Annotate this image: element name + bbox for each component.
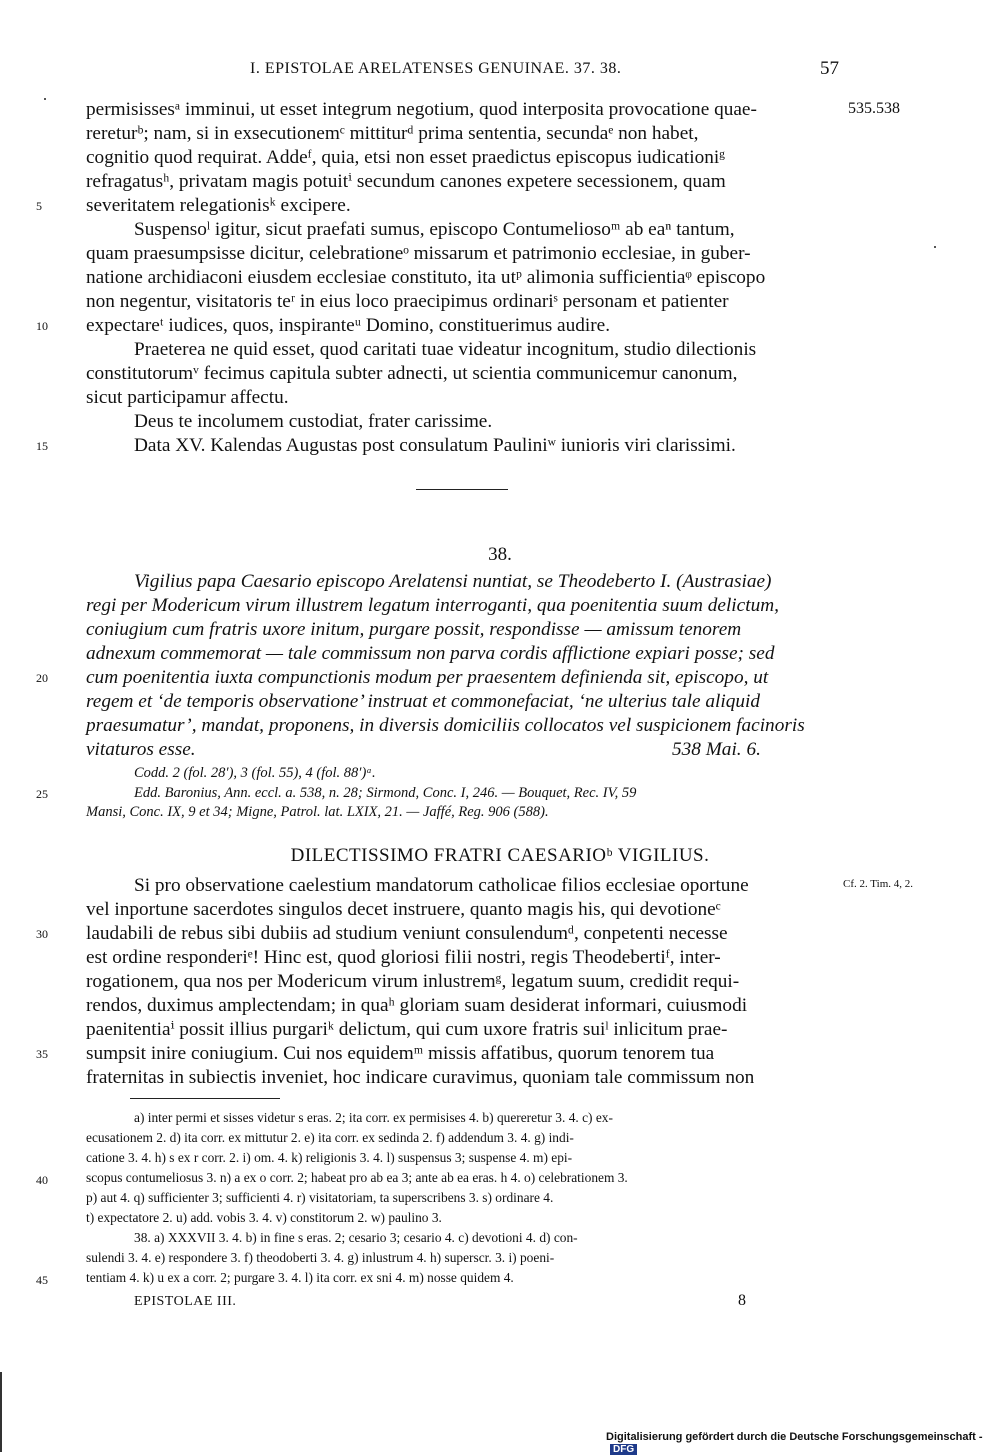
line-number: 35 [36,1047,48,1061]
footnote-line: t) expectatore 2. u) add. vobis 3. 4. v) constitorum 2. w) paulino 3. [86,1210,442,1225]
line-number: 45 [36,1273,48,1287]
dfg-logo-icon: DFG [610,1444,637,1455]
text-line: paenitentiaⁱ possit illius purgariᵏ delictum, qui cum uxore fratris suiˡ inlicitum prae- [86,1019,728,1040]
summary-line: cum poenitentia iuxta compunctionis modum per praesentem definienda sit, episcopo, ut [86,667,769,688]
scan-speck [934,246,936,248]
text-line: rereturᵇ; nam, si in exsecutionemᶜ mittiturᵈ prima sententia, secundaᵉ non habet, [86,123,699,144]
footnote-line: a) inter permi et sisses videtur s eras. 2; ita corr. ex permisises 4. b) quereretur 3. 4. c) ex- [134,1110,613,1125]
text-line: refragatusʰ, privatam magis potuitⁱ secundum canones expetere secessionem, quam [86,171,726,192]
footnote-separator [130,1098,280,1099]
text-line: sumpsit inire coniugium. Cui nos equidemᵐ missis affatibus, quorum tenorem tua [86,1043,715,1064]
text-line: rendos, duximus amplectendam; in quaʰ gloriam suam desiderat informari, cuiusmodi [86,995,748,1016]
line-number: 10 [36,319,48,333]
edd-line: Mansi, Conc. IX, 9 et 34; Migne, Patrol. lat. LXIX, 21. — Jaffé, Reg. 906 (588). [86,804,549,820]
summary-date: 538 Mai. 6. [672,739,761,760]
letter-number: 38. [488,544,512,565]
text-line: Si pro observatione caelestium mandatorum catholicae filios ecclesiae oportune [134,875,749,896]
scan-speck [44,98,46,100]
page-number: 57 [820,58,839,79]
text-line: laudabili de rebus sibi dubiis ad studium veniunt consulendumᵈ, conpetenti necesse [86,923,728,944]
footnote-line: tentiam 4. k) u ex a corr. 2; purgare 3. 4. l) ita corr. ex sni 4. m) nosse quidem 4. [86,1270,514,1285]
text-line: sicut participamur affectu. [86,387,289,408]
text-line: Suspensoˡ igitur, sicut praefati sumus, episcopo Contumeliosoᵐ ab eaⁿ tantum, [134,219,735,240]
footnote-line: sulendi 3. 4. e) respondere 3. f) theodoberti 3. 4. g) inlustrum 4. h) superscr. 3. i) poeni- [86,1250,555,1265]
text-line: constitutorumᵛ fecimus capitula subter adnecti, ut scientia communicemur canonum, [86,363,738,384]
footnote-line: p) aut 4. q) sufficienter 3; sufficienti 4. r) visitatoriam, ta superscribens 3. s) ordinare 4. [86,1190,554,1205]
footnote-line: scopus contumeliosus 3. n) a ex o corr. 2; habeat pro ab ea 3; ante ab ea eras. h 4. o) celebrationem 3. [86,1170,628,1185]
signature-number: 8 [738,1292,746,1309]
text-line: rogationem, qua nos per Modericum virum inlustremᵍ, legatum suum, credidit requi- [86,971,740,992]
text-line: severitatem relegationisᵏ excipere. [86,195,351,216]
text-line: quam praesumpsisse dicitur, celebrationeᵒ missarum et patrimonio ecclesiae, in guber- [86,243,751,264]
section-divider [416,489,508,490]
text-line: natione archidiaconi eiusdem ecclesiae constituto, ita utᵖ alimonia sufficientiaᵠ episcopo [86,267,766,288]
signature-mark: EPISTOLAE III. [134,1294,237,1309]
text-line: cognitio quod requirat. Addeᶠ, quia, etsi non esset praedictus episcopus iudicationiᵍ [86,147,726,168]
text-line: est ordine responderiᵉ! Hinc est, quod gloriosi filii nostri, regis Theodebertiᶠ, inter- [86,947,721,968]
margin-note-date: 535.538 [848,100,900,117]
summary-line: vitaturos esse. [86,739,196,760]
summary-line: coniugium cum fratris uxore initum, purgare possit, respondisse — amissum tenorem [86,619,742,640]
line-number: 25 [36,787,48,801]
text-line: expectareᵗ iudices, quos, inspiranteᵘ Domino, constituerimus audire. [86,315,611,336]
edd-line: Edd. Baronius, Ann. eccl. a. 538, n. 28; Sirmond, Conc. I, 246. — Bouquet, Rec. IV, 59 [134,785,637,801]
summary-line: regem et ‘de temporis observatione’ instruat et commonefaciat, ‘ne ulterius tale aliquid [86,691,761,712]
text-line: fraternitas in subiectis inveniet, hoc indicare curavimus, quoniam tale commissum non [86,1067,755,1088]
letter-address: DILECTISSIMO FRATRI CAESARIOᵇ VIGILIUS. [290,845,710,866]
line-number: 40 [36,1173,48,1187]
line-number: 15 [36,439,48,453]
summary-line: adnexum commemorat — tale commissum non parva cordis afflictione expiari posse; sed [86,643,775,664]
digitization-note: Digitalisierung gefördert durch die Deutsche Forschungsgemeinschaft - [606,1431,983,1443]
footnote-line: catione 3. 4. h) s ex r corr. 2. i) om. 4. k) religionis 3. 4. l) suspensus 3; suspense 4. m) epi- [86,1150,573,1165]
footnote-line: ecusationem 2. d) ita corr. ex mittutur 2. e) ita corr. ex sedinda 2. f) addendum 3. 4. g) indi- [86,1130,574,1145]
summary-line: regi per Modericum virum illustrem legatum interroganti, qua poenitentia suum delictum, [86,595,779,616]
summary-line: Vigilius papa Caesario episcopo Arelatensi nuntiat, se Theodeberto I. (Austrasiae) [134,571,772,592]
summary-line: praesumatur’, mandat, proponens, in diversis domiciliis collocatos vel suspicionem facinoris [86,715,805,736]
text-line: vel inportune sacerdotes singulos decet instruere, quanto magis his, qui devotioneᶜ [86,899,721,920]
digitization-credit [606,1431,1000,1455]
codd-line: Codd. 2 (fol. 28′), 3 (fol. 55), 4 (fol. 88′)ᵃ. [134,765,376,781]
text-line: Praeterea ne quid esset, quod caritati tuae videatur incognitum, studio dilectionis [134,339,757,360]
text-line: Data XV. Kalendas Augustas post consulatum Pauliniʷ iunioris viri clarissimi. [134,435,736,456]
line-number: 5 [36,199,42,213]
text-line: Deus te incolumem custodiat, frater carissime. [134,411,493,432]
text-line: non negentur, visitatoris teʳ in eius loco praecipimus ordinariˢ personam et patienter [86,291,729,312]
line-number: 20 [36,671,48,685]
scan-edge-mark [0,1372,2,1452]
text-line: permisissesᵃ imminui, ut esset integrum negotium, quod interposita provocatione quae- [86,99,757,120]
running-title: I. EPISTOLAE ARELATENSES GENUINAE. 37. 38. [250,60,622,77]
line-number: 30 [36,927,48,941]
margin-note-reference: Cf. 2. Tim. 4, 2. [843,878,913,890]
footnote-line: 38. a) XXXVII 3. 4. b) in fine s eras. 2; cesario 3; cesario 4. c) devotioni 4. d) con- [134,1230,578,1245]
